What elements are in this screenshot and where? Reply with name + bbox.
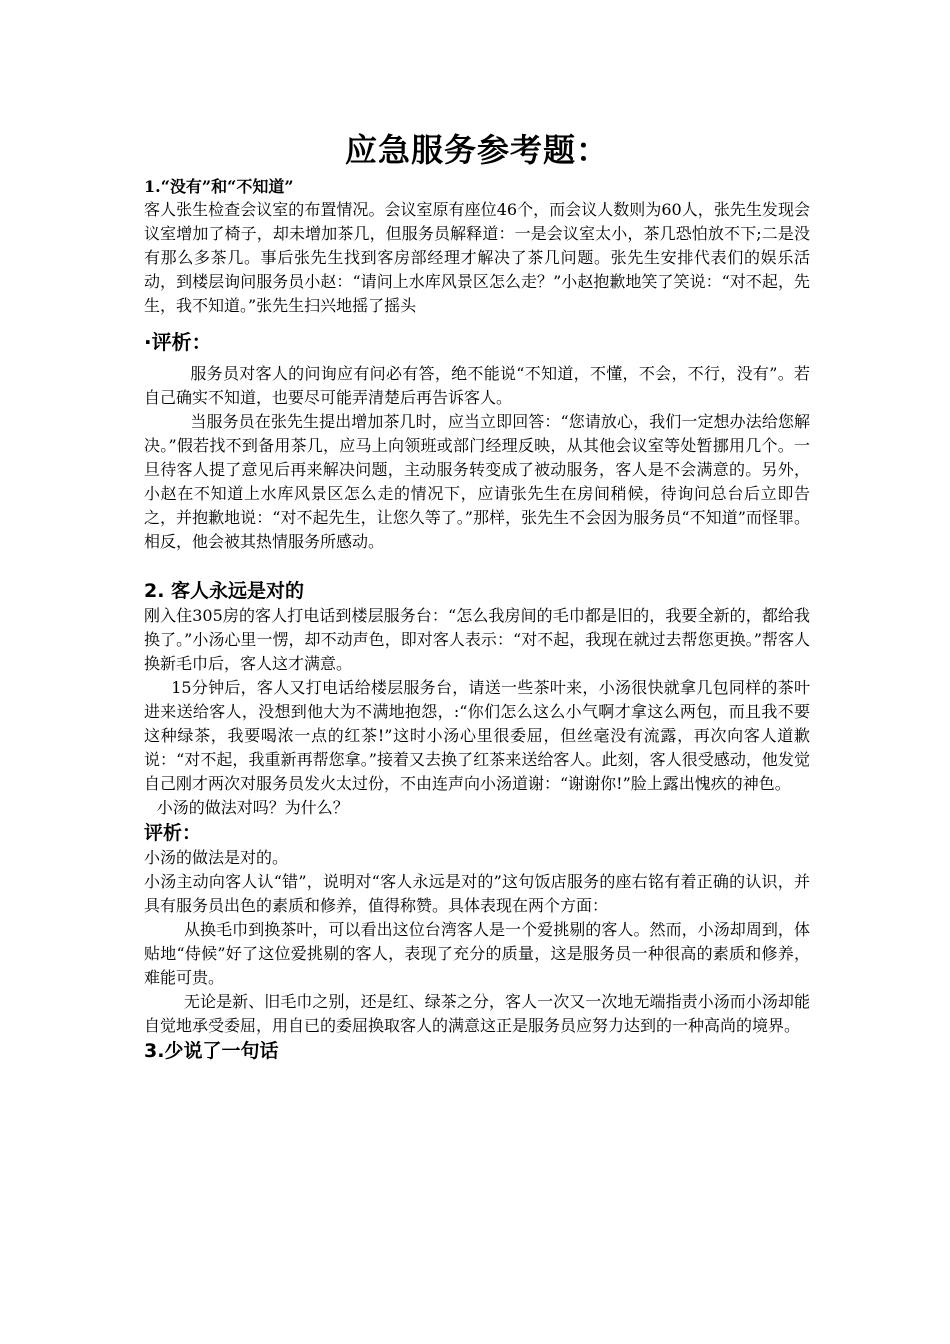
case-2-question: 小汤的做法对吗？为什么？ <box>156 798 349 817</box>
case-1-analysis-paragraph-2: 当服务员在张先生提出增加茶几时，应当立即回答：“您请放心，我们一定想办法给您解决。”假若找不到备用茶几，应马上向领班或部门经理反映，从其他会议室等处暂挪用几个。一旦待客人提了意见后再来解决问题，主动服务转变成了被动服务，客人是不会满意的。另外，小赵在不知道上水库风景区怎么走的情况下，应请张先生在房间稍候，待询问总台后立即告之，并抱歉地说：“对不起先生，让您久等了。”那样，张先生不会因为服务员“不知道”而怪罪。相反，他会被其热情服务所感动。 <box>144 412 810 551</box>
case-2-analysis-paragraph-3: 从换毛巾到换茶叶，可以看出这位台湾客人是一个爱挑剔的客人。然而，小汤却周到，体贴地“侍候”好了这位爱挑剔的客人，表现了充分的质量，这是服务员一种很高的素质和修养，难能可贵。 <box>144 920 810 987</box>
document-page <box>144 128 810 1064</box>
case-2-heading: 2. 客人永远是对的 <box>144 580 305 602</box>
case-2-section <box>144 578 810 1038</box>
case-2-analysis-heading: 评析： <box>144 822 202 844</box>
case-3-section <box>144 1038 810 1064</box>
case-2-analysis-paragraph-2: 小汤主动向客人认“错”，说明对“客人永远是对的”这句饭店服务的座右铭有着正确的认识，并具有服务员出色的素质和修养，值得称赞。具体表现在两个方面： <box>144 872 810 915</box>
case-2-body-paragraph-2: 15分钟后，客人又打电话给楼层服务台，请送一些茶叶来，小汤很快就拿几包同样的茶叶进来送给客人，没想到他大为不满地抱怨，:“你们怎么这么小气啊才拿这么两包，而且我不要这种绿茶，我要喝浓一点的红茶!”这时小汤心里很委屈，但丝毫没有流露，再次向客人道歉说：“对不起，我重新再帮您拿。”接着又去换了红茶来送给客人。此刻，客人很受感动，他发觉自己刚才两次对服务员发火太过份，不由连声向小汤道谢：“谢谢你!”脸上露出愧疚的神色。 <box>144 678 810 793</box>
case-1-section <box>144 176 810 554</box>
case-1-analysis-heading: ·评析： <box>144 330 212 354</box>
case-1-analysis-paragraph-1: 服务员对客人的问询应有问必有答，绝不能说“不知道，不懂，不会，不行，没有”。若自己确实不知道，也要尽可能弄清楚后再告诉客人。 <box>144 364 810 407</box>
document-title: 应急服务参考题： <box>344 131 609 169</box>
case-2-analysis-paragraph-1: 小汤的做法是对的。 <box>144 848 289 867</box>
case-2-analysis-paragraph-4: 无论是新、旧毛巾之别，还是红、绿茶之分，客人一次又一次地无端指责小汤而小汤却能自觉地承受委屈，用自已的委屈换取客人的满意这正是服务员应努力达到的一种高尚的境界。 <box>144 992 810 1035</box>
case-1-heading: 1.“没有”和“不知道” <box>144 177 294 196</box>
case-3-heading: 3.少说了一句话 <box>144 1040 279 1062</box>
case-2-body-paragraph-1: 刚入住305房的客人打电话到楼层服务台：“怎么我房间的毛巾都是旧的，我要全新的，都给我换了。”小汤心里一愣，却不动声色，即对客人表示：“对不起，我现在就过去帮您更换。”帮客人换新毛巾后，客人这才满意。 <box>144 606 810 673</box>
case-1-body: 客人张生检查会议室的布置情况。会议室原有座位46个，而会议人数则为60人，张先生发现会议室增加了椅子，却未增加茶几，但服务员解释道：一是会议室太小，茶几恐怕放不下;二是没有那么多茶几。事后张先生找到客房部经理才解决了茶几问题。张先生安排代表们的娱乐活动，到楼层询问服务员小赵：“请问上水库风景区怎么走？”小赵抱歉地笑了笑说：“对不起，先生，我不知道。”张先生扫兴地摇了摇头 <box>144 200 810 315</box>
